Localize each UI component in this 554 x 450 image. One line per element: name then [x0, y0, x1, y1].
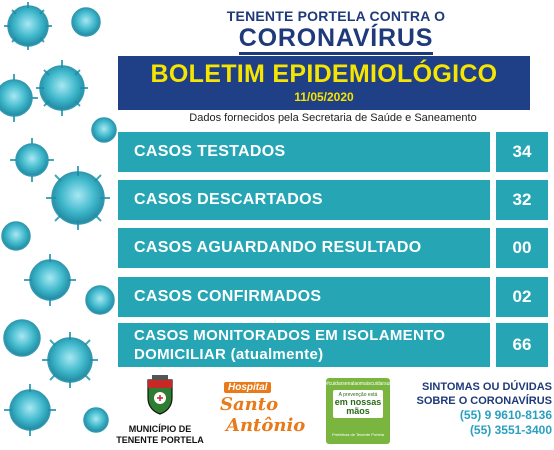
stat-row-confirmed [118, 277, 548, 317]
contact-info [396, 380, 552, 438]
municipality-line2: TENENTE PORTELA [116, 435, 204, 445]
stat-value: 32 [496, 180, 548, 220]
stat-label-line1: CASOS MONITORADOS EM ISOLAMENTO [134, 327, 446, 344]
bulletin-date: 11/05/2020 [294, 90, 354, 104]
contact-line-1: SINTOMAS OU DÚVIDAS [422, 381, 552, 393]
stat-label: CASOS DESCARTADOS [118, 180, 490, 220]
stat-value: 02 [496, 277, 548, 317]
campaign-text-3: mãos [346, 406, 370, 416]
campaign-footer: Prefeitura de Tenente Portela [332, 432, 384, 437]
hospital-name-1: Santo [220, 394, 279, 415]
contact-line-2: SOBRE O CORONAVÍRUS [416, 395, 552, 407]
stat-label-line2: DOMICILIAR (atualmente) [134, 346, 324, 363]
stat-value: 34 [496, 132, 548, 172]
campaign-hashtag: #cuidarsenalaomaiscuidarsui [326, 381, 390, 387]
stat-label: CASOS TESTADOS [118, 132, 490, 172]
stat-value: 00 [496, 228, 548, 268]
footer [0, 374, 554, 450]
stat-label: CASOS CONFIRMADOS [118, 277, 490, 317]
coat-of-arms-icon [144, 374, 176, 416]
phone-1: (55) 9 9610-8136 [459, 408, 552, 422]
campaign-badge [326, 378, 390, 444]
phone-2: (55) 3551-3400 [469, 423, 552, 437]
header-subtitle: TENENTE PORTELA CONTRA O [226, 8, 446, 24]
header [118, 8, 554, 55]
bulletin-title: BOLETIM EPIDEMIOLÓGICO [150, 60, 498, 88]
campaign-box [333, 390, 383, 418]
stat-value: 66 [496, 323, 548, 367]
hospital-logo [212, 382, 306, 442]
stat-label [118, 323, 490, 367]
stat-row-discarded [118, 180, 548, 220]
campaign-text-2: em nossas [334, 397, 382, 407]
stat-row-tested [118, 132, 548, 172]
stat-row-monitored [118, 323, 548, 367]
header-title: CORONAVÍRUS [239, 25, 433, 55]
hospital-name-2: Antônio [226, 415, 306, 436]
stat-row-pending [118, 228, 548, 268]
hospital-tag: Hospital [224, 382, 271, 393]
stat-label: CASOS AGUARDANDO RESULTADO [118, 228, 490, 268]
bulletin-banner [118, 56, 530, 110]
campaign-text-1: A prevenção está [338, 392, 378, 398]
municipality-logo [112, 374, 208, 446]
municipality-line1: MUNICÍPIO DE [128, 424, 192, 434]
data-source-note: Dados fornecidos pela Secretaria de Saúde e Saneamento [189, 112, 477, 124]
